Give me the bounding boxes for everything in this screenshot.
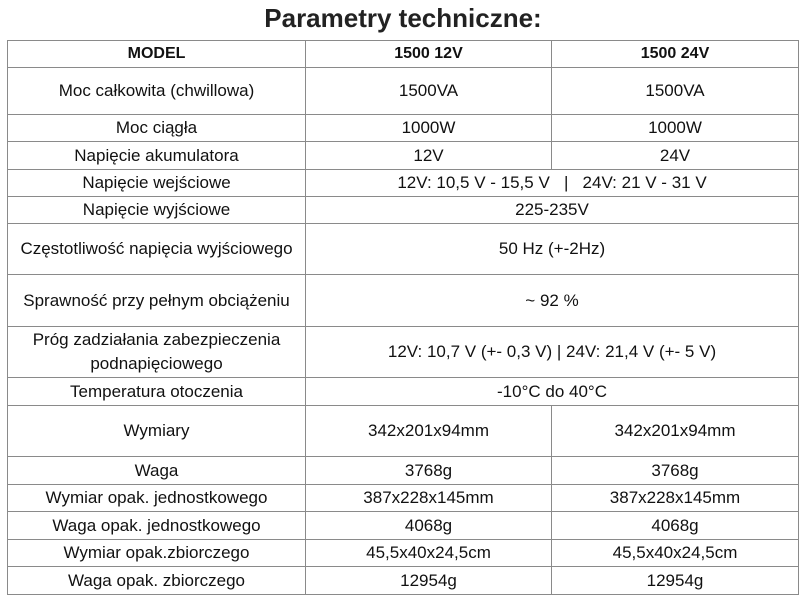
cell-merged: 50 Hz (+-2Hz): [306, 224, 799, 275]
row-label: Wymiar opak. jednostkowego: [8, 485, 306, 512]
table-row: [8, 406, 799, 457]
row-label: Napięcie akumulatora: [8, 142, 306, 170]
row-label: Sprawność przy pełnym obciążeniu: [8, 275, 306, 327]
cell-12v: 3768g: [306, 457, 552, 485]
table-row: [8, 457, 799, 485]
cell-24v: 3768g: [552, 457, 799, 485]
row-label: Temperatura otoczenia: [8, 378, 306, 406]
cell-12v: 12954g: [306, 567, 552, 595]
row-label: Waga opak. zbiorczego: [8, 567, 306, 595]
row-label: Wymiary: [8, 406, 306, 457]
table-row: [8, 224, 799, 275]
cell-12v: 4068g: [306, 512, 552, 540]
spec-table: [7, 40, 799, 595]
cell-merged: ~ 92 %: [306, 275, 799, 327]
cell-24v: 387x228x145mm: [552, 485, 799, 512]
cell-12v: 1500VA: [306, 68, 552, 115]
header-model: MODEL: [8, 41, 306, 68]
table-row: [8, 115, 799, 142]
cell-merged: -10°C do 40°C: [306, 378, 799, 406]
cell-24v: 45,5x40x24,5cm: [552, 540, 799, 567]
row-label: Waga opak. jednostkowego: [8, 512, 306, 540]
cell-merged: 225-235V: [306, 197, 799, 224]
cell-24v: 342x201x94mm: [552, 406, 799, 457]
row-label: Wymiar opak.zbiorczego: [8, 540, 306, 567]
cell-24v: 12954g: [552, 567, 799, 595]
table-header-row: [8, 41, 799, 68]
row-label: Próg zadziałania zabezpieczenia podnapięciowego: [8, 327, 306, 378]
cell-12v: 342x201x94mm: [306, 406, 552, 457]
table-row: [8, 327, 799, 378]
cell-12v: 1000W: [306, 115, 552, 142]
cell-merged: 12V: 10,7 V (+- 0,3 V) | 24V: 21,4 V (+- 5 V): [306, 327, 799, 378]
table-row: [8, 567, 799, 595]
header-1500-24v: 1500 24V: [552, 41, 799, 68]
table-row: [8, 170, 799, 197]
cell-12v: 45,5x40x24,5cm: [306, 540, 552, 567]
table-row: [8, 485, 799, 512]
table-row: [8, 68, 799, 115]
cell-24v: 1000W: [552, 115, 799, 142]
row-label: Moc całkowita (chwillowa): [8, 68, 306, 115]
row-label: Częstotliwość napięcia wyjściowego: [8, 224, 306, 275]
row-label: Waga: [8, 457, 306, 485]
table-row: [8, 275, 799, 327]
cell-24v: 1500VA: [552, 68, 799, 115]
table-row: [8, 142, 799, 170]
cell-12v: 12V: [306, 142, 552, 170]
table-row: [8, 378, 799, 406]
cell-merged: 12V: 10,5 V - 15,5 V | 24V: 21 V - 31 V: [306, 170, 799, 197]
cell-24v: 24V: [552, 142, 799, 170]
page-title: Parametry techniczne:: [264, 3, 542, 33]
table-row: [8, 540, 799, 567]
table-row: [8, 197, 799, 224]
table-row: [8, 512, 799, 540]
row-label: Moc ciągła: [8, 115, 306, 142]
header-1500-12v: 1500 12V: [306, 41, 552, 68]
cell-24v: 4068g: [552, 512, 799, 540]
row-label: Napięcie wyjściowe: [8, 197, 306, 224]
row-label: Napięcie wejściowe: [8, 170, 306, 197]
cell-12v: 387x228x145mm: [306, 485, 552, 512]
